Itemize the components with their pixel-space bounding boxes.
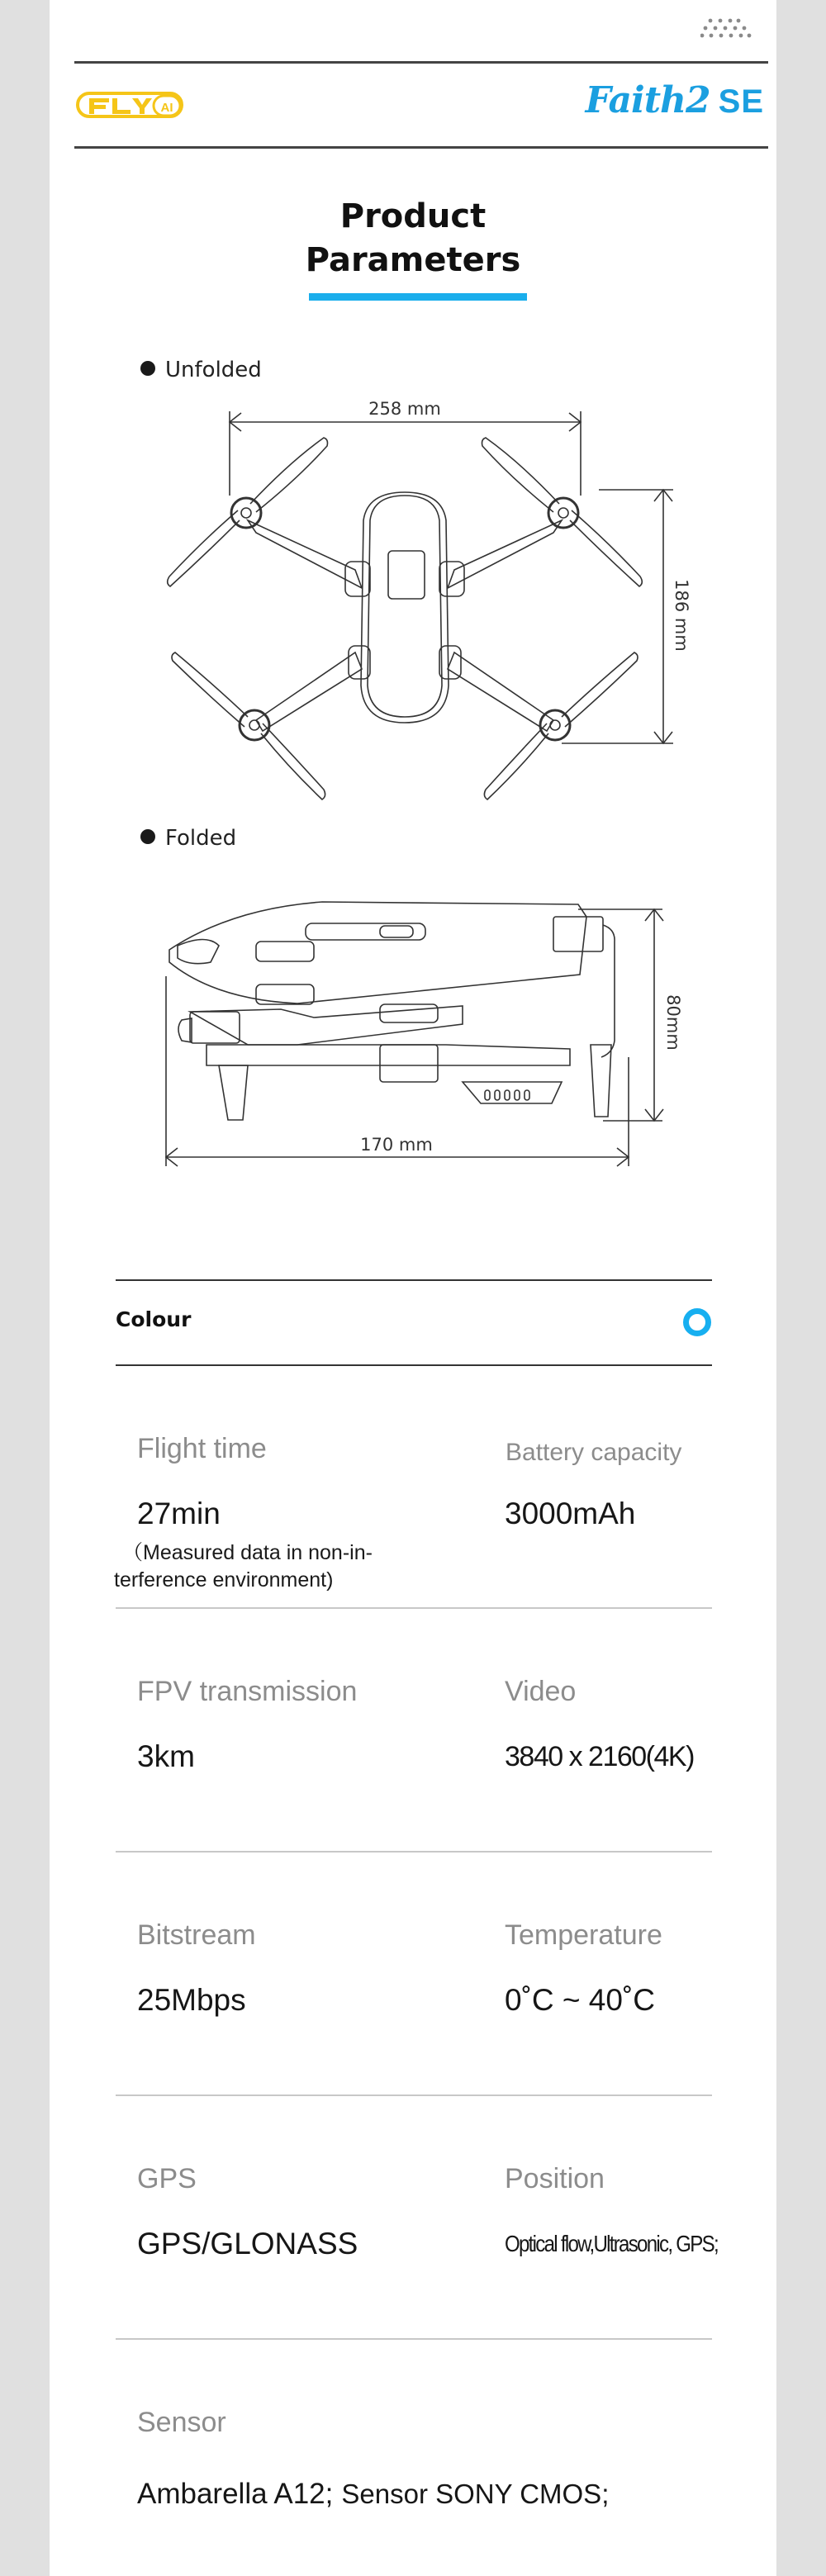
spec-label-bitstream: Bitstream [137, 1919, 256, 1951]
spec-label-gps: GPS [137, 2163, 197, 2194]
folded-label: Folded [140, 826, 236, 851]
product-name-suffix: SE [718, 83, 764, 120]
spec-label-position: Position [505, 2163, 605, 2194]
colour-label: Colour [116, 1307, 192, 1331]
colour-divider-bottom [116, 1364, 712, 1366]
spec-label-video: Video [505, 1676, 577, 1707]
product-name-script: Faith2 [585, 79, 710, 121]
width-dimension: 258 mm [368, 399, 441, 419]
spec-note-flight-time: （Measured data in non-in- terference environment) [114, 1541, 373, 1592]
folded-drone-diagram [0, 0, 826, 1239]
spec-label-flight-time: Flight time [137, 1433, 267, 1464]
spec-value-gps: GPS/GLONASS [137, 2227, 358, 2261]
spec-value-temperature: 0˚C ~ 40˚C [505, 1983, 655, 2017]
colour-swatch-blue[interactable] [683, 1308, 711, 1336]
spec-label-fpv-transmission: FPV transmission [137, 1676, 358, 1707]
spec-value-bitstream: 25Mbps [137, 1983, 246, 2017]
length-dimension: 170 mm [360, 1135, 433, 1155]
spec-divider [116, 2338, 712, 2340]
page-title-line2: Parameters [305, 241, 521, 279]
spec-value-position: Optical flow,Ultrasonic, GPS; [505, 2231, 718, 2256]
unfolded-label: Unfolded [140, 358, 262, 382]
spec-label-battery-capacity: Battery capacity [506, 1439, 682, 1466]
colour-divider-top [116, 1279, 712, 1281]
spec-divider [116, 2094, 712, 2096]
height-dimension: 186 mm [672, 579, 691, 652]
folded-height-dimension: 80mm [663, 994, 683, 1051]
spec-value-fpv-transmission: 3km [137, 1739, 195, 1773]
spec-value-battery-capacity: 3000mAh [505, 1497, 636, 1530]
spec-label-sensor: Sensor [137, 2407, 226, 2438]
spec-value-video: 3840 x 2160(4K) [505, 1741, 694, 1772]
spec-divider [116, 1851, 712, 1853]
svg-text:AI: AI [160, 101, 173, 115]
spec-value-sensor: Ambarella A12; Sensor SONY CMOS; [137, 2478, 610, 2510]
spec-divider [116, 1607, 712, 1609]
spec-value-flight-time: 27min [137, 1497, 221, 1530]
page-title-line1: Product [339, 197, 487, 235]
spec-label-temperature: Temperature [505, 1919, 662, 1951]
